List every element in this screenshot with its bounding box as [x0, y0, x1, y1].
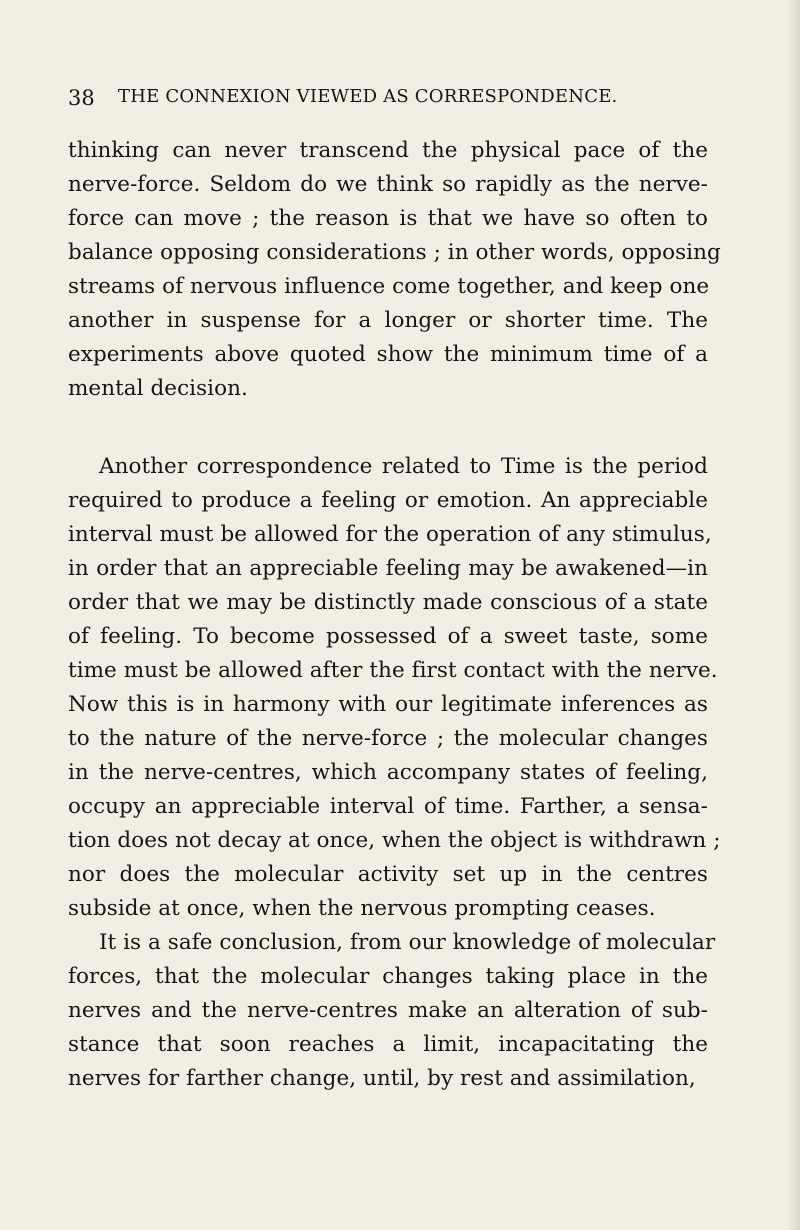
text-line: Now this is in harmony with our legitimate inferences as [68, 692, 708, 717]
text-line: another in suspense for a longer or shorter time. The [68, 308, 708, 333]
page-number: 38 [68, 86, 95, 110]
paragraph-3 [68, 926, 716, 1096]
text-line: thinking can never transcend the physical pace of the [68, 138, 708, 163]
page-header [68, 86, 708, 116]
text-line: forces, that the molecular changes taking place in the [68, 964, 708, 989]
text-line: subside at once, when the nervous prompting ceases. [68, 896, 656, 921]
running-title: THE CONNEXION VIEWED AS CORRESPONDENCE. [118, 86, 618, 107]
page-edge-shadow [788, 0, 800, 1230]
text-line: It is a safe conclusion, from our knowledge of molecular [99, 930, 716, 955]
paragraph-1 [68, 134, 721, 406]
text-line: nerve-force. Seldom do we think so rapidly as the nerve- [68, 172, 708, 197]
text-line: force can move ; the reason is that we have so often to [68, 206, 708, 231]
text-line: in the nerve-centres, which accompany states of feeling, [68, 760, 708, 785]
text-line: in order that an appreciable feeling may be awakened—in [68, 556, 708, 581]
text-line: mental decision. [68, 376, 248, 401]
text-line: stance that soon reaches a limit, incapacitating the [68, 1032, 708, 1057]
text-line: required to produce a feeling or emotion. An appreciable [68, 488, 708, 513]
text-line: tion does not decay at once, when the object is withdrawn ; [68, 828, 721, 853]
text-line: time must be allowed after the first contact with the nerve. [68, 658, 718, 683]
body-text [68, 134, 721, 1096]
text-line: to the nature of the nerve-force ; the molecular changes [68, 726, 708, 751]
text-line: experiments above quoted show the minimum time of a [68, 342, 708, 367]
paragraph-spacer [68, 406, 708, 450]
paragraph-2 [68, 450, 721, 926]
text-line: nerves and the nerve-centres make an alteration of sub- [68, 998, 708, 1023]
text-line: interval must be allowed for the operation of any stimulus, [68, 522, 712, 547]
text-line: occupy an appreciable interval of time. Farther, a sensa- [68, 794, 708, 819]
text-line: nor does the molecular activity set up in the centres [68, 862, 708, 887]
text-line: nerves for farther change, until, by rest and assimilation, [68, 1066, 696, 1091]
text-line: balance opposing considerations ; in other words, opposing [68, 240, 721, 265]
text-line: Another correspondence related to Time is the period [99, 454, 708, 479]
text-line: of feeling. To become possessed of a sweet taste, some [68, 624, 708, 649]
text-line: order that we may be distinctly made conscious of a state [68, 590, 708, 615]
text-line: streams of nervous influence come together, and keep one [68, 274, 710, 299]
